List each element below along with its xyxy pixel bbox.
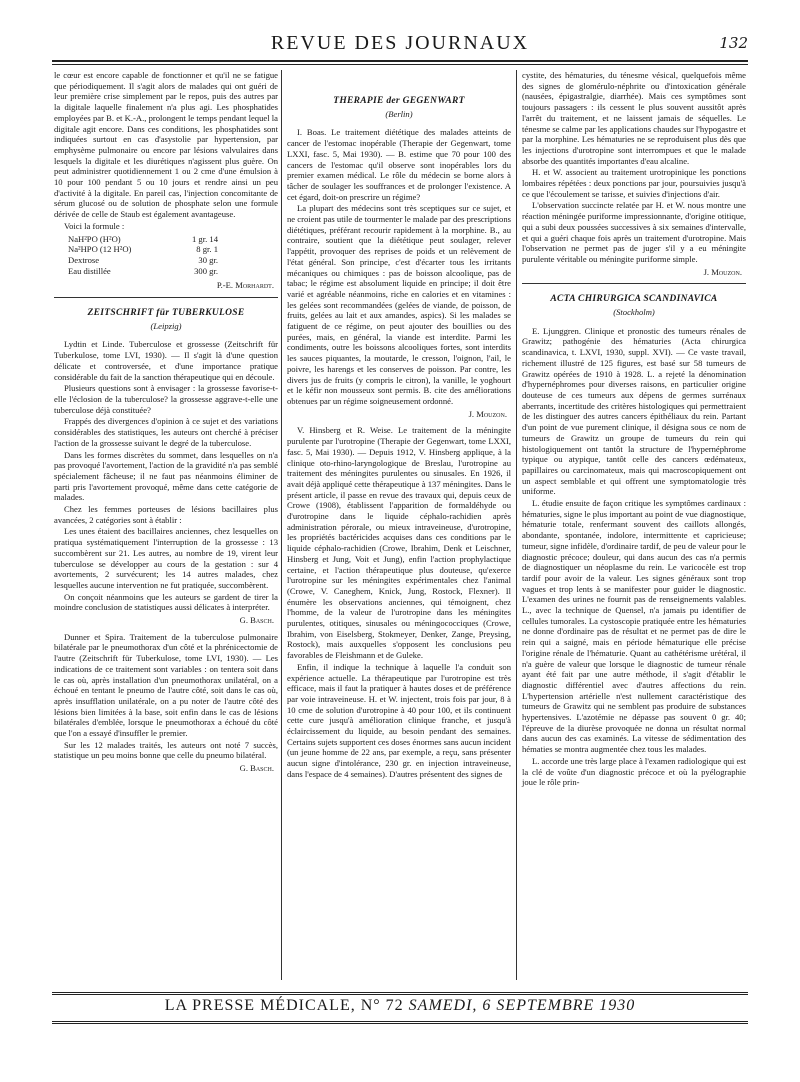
paragraph: L. accorde une très large place à l'examen radiologique qui est la clé de voûte d'un diagnostic précoce et où la pyélographie joue le rôle prin-	[522, 755, 746, 788]
signature: G. Basch.	[239, 763, 274, 774]
column-3	[522, 70, 746, 789]
paragraph: Enfin, il indique la technique à laquelle l'a conduit son expérience actuelle. La thérapeutique par l'urotropine est très efficace, mais il faut la pratiquer à hautes doses et de préférence par voie intraveineuse. H. et W. injectent, trois fois par jour, 8 à 10 cme de solution d'urotropine à 40 pour 100, et ils continuent cette cure jusqu'à amélioration clinique franche, et jusqu'à éclaircissement du liquide, au besoin pendant des semaines. Certains sujets supportent ces doses énormes sans aucun incident (un jeune homme de 22 ans, par exemple, a reçu, sans présenter aucun signe d'intolérance, 230 gr. en injection intraveineuse, dans l'espace de 4 semaines). D'autres présentent des signes de	[287, 661, 511, 779]
section-city: (Stockholm)	[613, 307, 655, 318]
formula-intro: Voici la formule :	[64, 220, 125, 231]
signature: J. Mouzon.	[468, 408, 507, 419]
formula-item: Dextrose 30 gr.	[68, 254, 218, 265]
signature: P.-E. Morhardt.	[216, 280, 274, 291]
paragraph: le cœur est encore capable de fonctionner et qu'il ne se fatigue que périodiquement. Il s'agit alors de malades qui ont guéri de leur première crise simplement par le repos, puis des autres par la digitale laquelle finalement n'a plus agi. Les phosphatides employées par B. et K.-A., prolongent le temps pendant lequel la digitale agit encore. Dans ces conditions, les phosphatides sont indiquées surtout en cas d'asystolie par hypertension, par emphysème pulmonaire ou encore par lésions valvulaires dans lesquels la digitale et les diurétiques n'agissent plus guère. On peut administrer quotidiennement 1 ou 2 cme d'une émulsion à 10 pour 100 pendant 5 ou 10 jours et rendre ainsi un peu d'activité à la digitale. En pareil cas, l'injection concomitante de sérum glucosé ou de solution de phosphate selon une formule dérivée de celle de Staub est également avantageuse.	[54, 70, 278, 220]
signature: J. Mouzon.	[703, 266, 742, 277]
paragraph: V. Hinsberg et R. Weise. Le traitement de la méningite purulente par l'urotropine (Therapie der Gegenwart, tome LXXI, fasc. 5, Mai 1930). — Depuis 1912, V. Hinsberg applique, à la clinique oto-rhino-laryngologique de Breslau, l'urotropine au traitement des méningites purulentes ou sinusales. En 1926, il avait déjà appliqué cette thérapeutique à 137 méningites. Dans le présent article, il passe en revue des travaux qui, depuis ceux de Crowe (1908), établissent l'apparition de formaldéhyde ou d'urotropine dans le liquide céphalo-rachidien après administration pérorale, ou mieux intraveineuse, d'urotropine, les propriétés bactéricides acquises dans ces conditions par le liquide céphalo-rachidien (Crowe, Ibrahim, Denk et Leischner, Hinsberg et Jung, Voit et Jung), enfin l'action prophylactique certaine, et l'action thérapeutique plus douteuse, qu'exerce l'urotropine sur les méningites expérimentales chez l'animal (Crowe, V. Caneghem, Knick, Jung, Rostock, Flexner). Il énumère les observations anciennes, qui témoignent, chez l'homme, de la valeur de l'urotropine dans les méningites purulentes, otitiques, sinusales ou méningococciques (Crowe, Ibrahim, von Eiselsberg, Stokmeyer, Denker, Zange, Preysing, Rostock), mais auxquelles s'opposent les conclusions peu favorables de Fleishmann et de Guleke.	[287, 425, 511, 661]
formula-item: Na²HPO (12 H²O) 8 gr. 1	[68, 244, 218, 255]
paragraph: Plusieurs questions sont à envisager : la grossesse favorise-t-elle l'éclosion de la tuberculose? la grossesse aggrave-t-elle une tuberculose déjà constituée?	[54, 383, 278, 415]
paragraph: Les unes étaient des bacillaires anciennes, chez lesquelles on pratiqua systématiquement l'interruption de la grossesse : 13 succombèrent sur 21. Les autres, au nombre de 19, virent leur tuberculose se développer au cours de la gestation : sur 4 avortements, 2 survécurent; les 14 autres malades, chez lesquelles aucune intervention ne fut pratiquée, succombèrent.	[54, 526, 278, 590]
page-number: 132	[719, 34, 748, 52]
section-city: (Leipzig)	[150, 320, 182, 331]
paragraph: H. et W. associent au traitement urotropinique les ponctions lombaires répétées : deux ponctions par jour, poursuivies jusqu'à ce que l'écoulement se tarisse, et suivies d'injections d'air.	[522, 167, 746, 199]
column-rule-1	[281, 70, 282, 980]
formula-item: Eau distillée 300 gr.	[68, 265, 218, 276]
paragraph: Chez les femmes porteuses de lésions bacillaires plus avancées, 2 catégories sont à établir :	[54, 504, 278, 525]
column-2	[287, 70, 511, 781]
page-footer	[52, 992, 748, 1024]
formula-list	[68, 234, 278, 277]
paragraph: cystite, des hématuries, du ténesme vésical, quelquefois même des signes de glomérulo-néphrite ou d'intoxication générale (nausées, épigastralgie, diarrhée). Mais ces symptômes sont toujours passagers : ils cessent le plus souvent aussitôt après l'arrêt du traitement, et ne laissent jamais de séquelles. Le ténesme se calme par les applications chaudes sur l'hypogastre et par la morphine. Les hématuries ne se reproduisent plus dès que les injections d'urotropine sont interrompues et que le malade absorbe des quantités importantes d'eau alcaline.	[522, 70, 746, 166]
paragraph: Frappés des divergences d'opinion à ce sujet et des variations considérables des statistiques, les auteurs ont cherché à préciser l'action de la grossesse suivant le degré de la tuberculose.	[54, 416, 278, 448]
paragraph: On conçoit néanmoins que les auteurs se gardent de tirer la moindre conclusion de statistiques aussi délicates à interpréter.	[54, 591, 278, 613]
formula-item: NaH²PO (H²O) 1 gr. 14	[68, 233, 218, 244]
section-title: THERAPIE der GEGENWART	[333, 96, 465, 106]
paragraph: Lydtin et Linde. Tuberculose et grossesse (Zeitschrift für Tuberkulose, tome LVI, 1930). — Il s'agit là d'une question délicate et controversée, et d'une importance pratique considérable du fait de la sanction thérapeutique qui en découle.	[54, 339, 278, 382]
paragraph: La plupart des médecins sont très sceptiques sur ce sujet, et ne croient pas utile de tourmenter le malade par des prescriptions diététiques, préférant recourir rapidement à la morphine. B., au contraire, soutient que la diététique peut soulager, relever l'appétit, provoquer des reprises de poids et un relèvement de l'état général. Son principe, c'est d'écarter tous les irritants mécaniques ou chimiques : pas de boisson alcoolique, pas de tabac; le régime est absolument liquide en principe; il doit être varié et agréable néanmoins, riche en calories et en vitamines : les gelées sont recommandées (gelées de viande, de poisson, de fruits, gelées au lait et aux amandes, aspics). Si les malades se fatiguent de ce régime, on peut ajouter des bouillies ou des purées, mais, en général, la viande est interdite. Parmi les condiments, outre les boissons alcooliques fortes, sont interdits les sauces piquantes, la moutarde, le cresson, l'oignon, l'ail, le poivre, les harengs et les conserves de poisson. Par contre, les divers jus de fruits (y compris le citron), la vanille, le yoghourt et le kéfir non mousseux sont permis. B. cite des améliorations obtenues par un régime soigneusement ordonné.	[287, 203, 511, 406]
paragraph: L'observation succincte relatée par H. et W. nous montre une réaction méningée puriforme impressionnante, d'origine otitique, qui a subi deux poussées successives à six semaines d'intervalle, et qui a guéri chaque fois après un traitement d'urotropine. Mais l'observation ne permet pas de juger s'il y a eu méningite purulente véritable ou méningite puriforme simple.	[522, 200, 746, 264]
footer-journal: LA PRESSE MÉDICALE, N° 72	[164, 997, 404, 1014]
page-header	[52, 30, 748, 62]
column-1	[54, 70, 278, 780]
paragraph: Dunner et Spira. Traitement de la tuberculose pulmonaire bilatérale par le pneumothorax d'un côté et la phrénicectomie de l'autre (Zeitschrift für Tuberkulose, tome LVI, 1930). — Les indications de ce traitement sont variables : on tentera soit dans le cas où, après installation d'un pneumothorax unilatéral, on a échoué en tentant le pneumo de l'autre côté, soit dans le cas où, après insufflation unilatérale, on a pu noter de l'autre côté des lésions bien limitées à la base, soit enfin dans le cas de lésions bilatérales d'emblée, lorsque le pneumothorax a échoué du côté que l'on a essayé d'insuffler le premier.	[54, 631, 278, 739]
header-title: REVUE DES JOURNAUX	[270, 32, 530, 54]
column-rule-2	[516, 70, 517, 980]
paragraph: Sur les 12 malades traités, les auteurs ont noté 7 succès, statistique un peu moins bonne que celle du pneumo bilatéral.	[54, 739, 278, 761]
divider	[522, 283, 746, 284]
paragraph: E. Ljunggren. Clinique et pronostic des tumeurs rénales de Grawitz; pathogénie des hématuries (Acta chirurgica scandinavica, t. LXVI, 1930, suppl. XVI). — Ce vaste travail, richement illustré de 125 figures, est basé sur 58 tumeurs de Grawitz opérées de 1910 à 1928. L. a rejeté la dénomination d'hypernéphromes pour diverses raisons, en particulier origine douteuse de ces tumeurs aux dépens de germes surrénaux aberrants, incertitude des critères histologiques qui permettraient de les distinguer des autres cancers épithéliaux du rein. Partant d'un point de vue purement clinique, il désigna sous ce nom de tumeurs de Grawitz un groupe de tumeurs du rein qui histologiquement ont tantôt la structure de l'hypernéphrome typique ou atypique, tantôt celle des cancers œdémateux, papillaires ou carcinomateux, mais qui macroscopiquement ont un aspect semblable et qui offrent une symptomatologie très uniforme.	[522, 325, 746, 497]
paragraph: L. étudie ensuite de façon critique les symptômes cardinaux : hématuries, signe le plus important au point de vue diagnostique, hématurie totale, renfermant souvent des caillots allongés, abondante, spontanée, indolore, intermittente et capricieuse; tumeur, signe infidèle, d'ordinaire tardif, de peu de valeur pour le diagnostic précoce; douleur, qui dans aucun des cas n'a permis de diagnostiquer un néoplasme du rein. Le varicocèle est trop tardif pour avoir de la valeur. Les signes généraux sont trop vagues et trop lents à se manifester pour guider le diagnostic. L'examen des urines ne fournit pas de renseignements valables. L., avec la technique de Quensel, n'a jamais pu identifier de cellules tumorales. La cystoscopie pratiquée entre les hématuries ne donne d'ordinaire pas de résultat et ne permet pas de dire le rein qui a saigné, mais en période hématurique elle précise l'origine rénale de l'hématurie. Quant au cathétérisme urétéral, il n'a guère de valeur que lorsque le diagnostic de tumeur rénale ayant été fait par une autre méthode, il s'agit d'établir le diagnostic différentiel avec d'autres affections du rein. L'hypertension artérielle n'est nullement caractéristique des tumeurs de Grawitz qui ne semblent pas produire de substances hypertensives. L'azotémie ne dépasse pas souvent 0 gr. 40; l'épreuve de la diurèse provoquée ne donna un résultat normal dans aucun des cas examinés. La vitesse de sédimentation des hématies se montra augmentée chez tous les malades.	[522, 498, 746, 755]
header-rule	[52, 64, 748, 65]
section-title: ACTA CHIRURGICA SCANDINAVICA	[550, 294, 718, 305]
section-title: ZEITSCHRIFT für TUBERKULOSE	[87, 308, 245, 319]
footer-date: SAMEDI, 6 SEPTEMBRE 1930	[408, 997, 636, 1014]
divider	[54, 297, 278, 298]
signature: G. Basch.	[239, 615, 274, 626]
paragraph: I. Boas. Le traitement diététique des malades atteints de cancer de l'estomac inopérable (Therapie der Gegenwart, tome LXXI, fasc. 5, Mai 1930). — B. estime que 70 pour 100 des cancers de l'estomac qu'il observe sont inopérables lors du premier examen médical. Le rôle du médecin se borne alors à tâcher de soulager les souffrances et de prolonger l'existence. A cet égard, doit-on prescrire un régime?	[287, 127, 511, 202]
paragraph: Dans les formes discrètes du sommet, dans lesquelles on n'a pas provoqué l'avortement, l'action de la gravidité n'a pas semblé spécialement fâcheuse; il ne faut pas néanmoins éliminer de parti pris l'avortement provoqué, même dans cette catégorie de malades.	[54, 449, 278, 503]
footer-text	[52, 997, 748, 1015]
section-city: (Berlin)	[385, 108, 413, 119]
